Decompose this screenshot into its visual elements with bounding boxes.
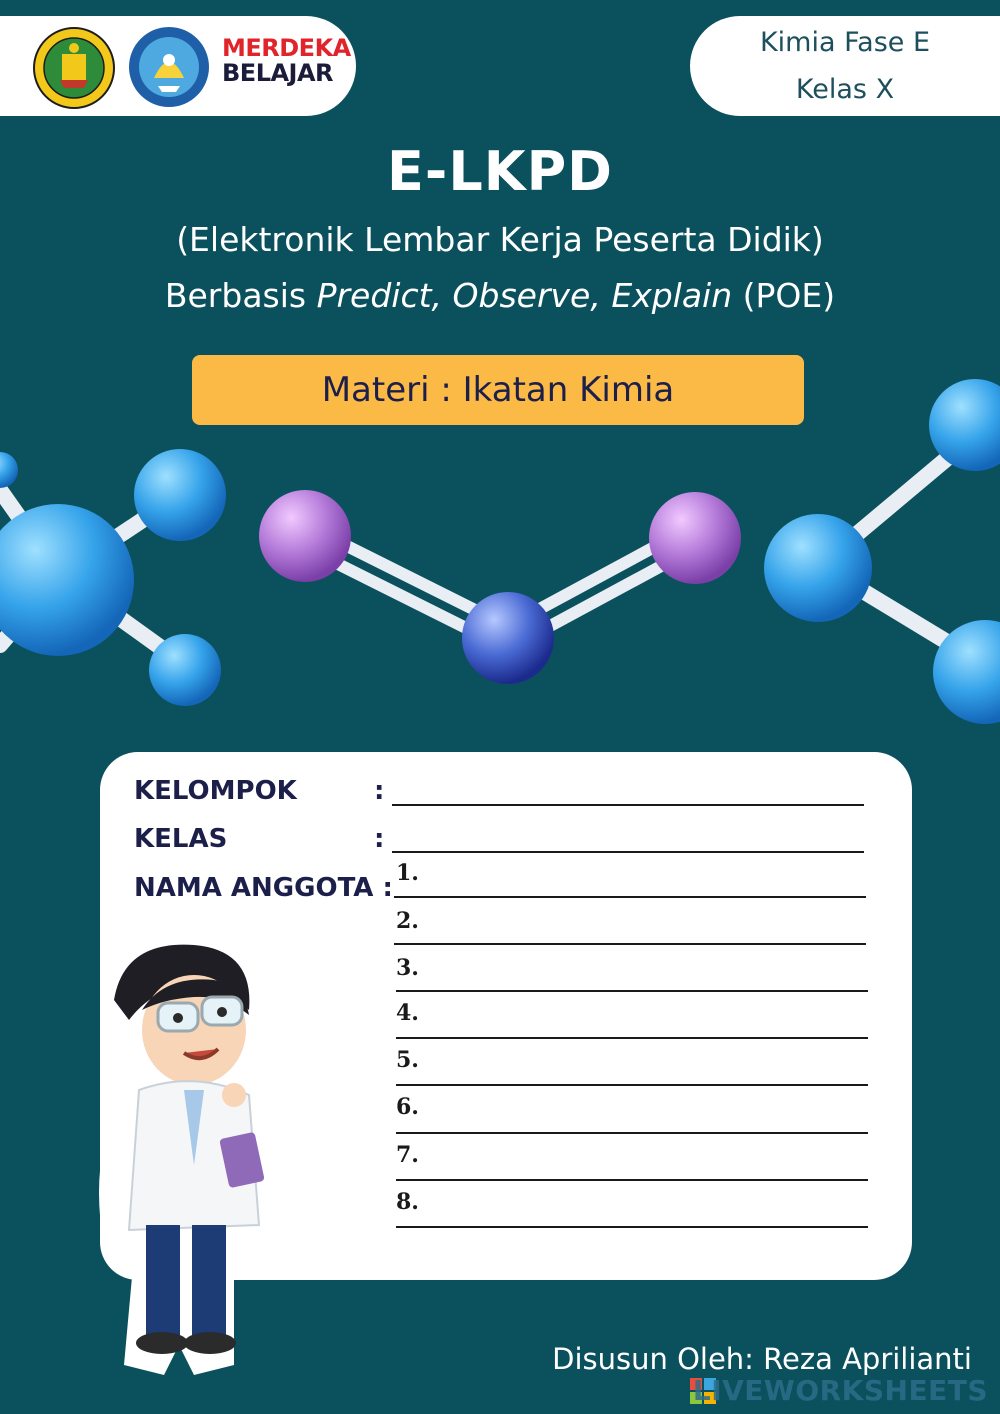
merdeka-text: MERDEKA [222, 34, 351, 62]
belajar-text: BELAJAR [222, 59, 334, 88]
author-credit: Disusun Oleh: Reza Aprilianti [552, 1342, 972, 1376]
subtitle-italic: Predict, Observe, Explain [316, 276, 733, 315]
liveworksheets-watermark[interactable]: LIVEWORKSHEETS [692, 1374, 988, 1407]
materi-banner: Materi : Ikatan Kimia [192, 355, 804, 425]
member-field-4[interactable] [396, 1037, 868, 1039]
kelas-field[interactable] [392, 851, 864, 853]
member-number: 8. [396, 1189, 419, 1215]
member-number: 3. [396, 955, 419, 981]
subtitle-suffix: (POE) [742, 276, 836, 315]
scientist-illustration [84, 925, 294, 1385]
phase-badge [690, 16, 1000, 116]
subject-label: Kimia Fase E [759, 27, 931, 58]
member-number: 7. [396, 1142, 419, 1168]
tut-wuri-handayani-logo [128, 26, 210, 108]
subtitle-line-2 [0, 276, 1000, 315]
member-field-8[interactable] [396, 1226, 868, 1228]
member-number: 1. [396, 860, 419, 886]
member-number: 4. [396, 1000, 419, 1026]
member-field-3[interactable] [396, 990, 868, 992]
member-number: 6. [396, 1094, 419, 1120]
kelompok-colon: : [374, 776, 385, 806]
page-title: E-LKPD [387, 140, 613, 203]
molecule-illustration [0, 370, 1000, 750]
kelas-colon: : [374, 824, 385, 854]
member-field-6[interactable] [396, 1132, 868, 1134]
member-field-2[interactable] [394, 943, 866, 945]
university-seal-logo [32, 26, 116, 110]
member-field-1[interactable] [394, 896, 866, 898]
merdeka-belajar-logo [222, 34, 351, 88]
logo-banner [0, 16, 356, 116]
subtitle-line-1: (Elektronik Lembar Kerja Peserta Didik) [176, 220, 824, 259]
kelas-label: KELAS [134, 824, 228, 854]
kelompok-label: KELOMPOK [134, 776, 297, 806]
class-label: Kelas X [795, 74, 895, 105]
kelompok-field[interactable] [392, 804, 864, 806]
member-field-5[interactable] [396, 1084, 868, 1086]
subtitle-prefix: Berbasis [164, 276, 307, 315]
nama-anggota-label: NAMA ANGGOTA : [134, 873, 393, 903]
member-field-7[interactable] [396, 1179, 868, 1181]
member-number: 2. [396, 908, 419, 934]
member-number: 5. [396, 1047, 419, 1073]
